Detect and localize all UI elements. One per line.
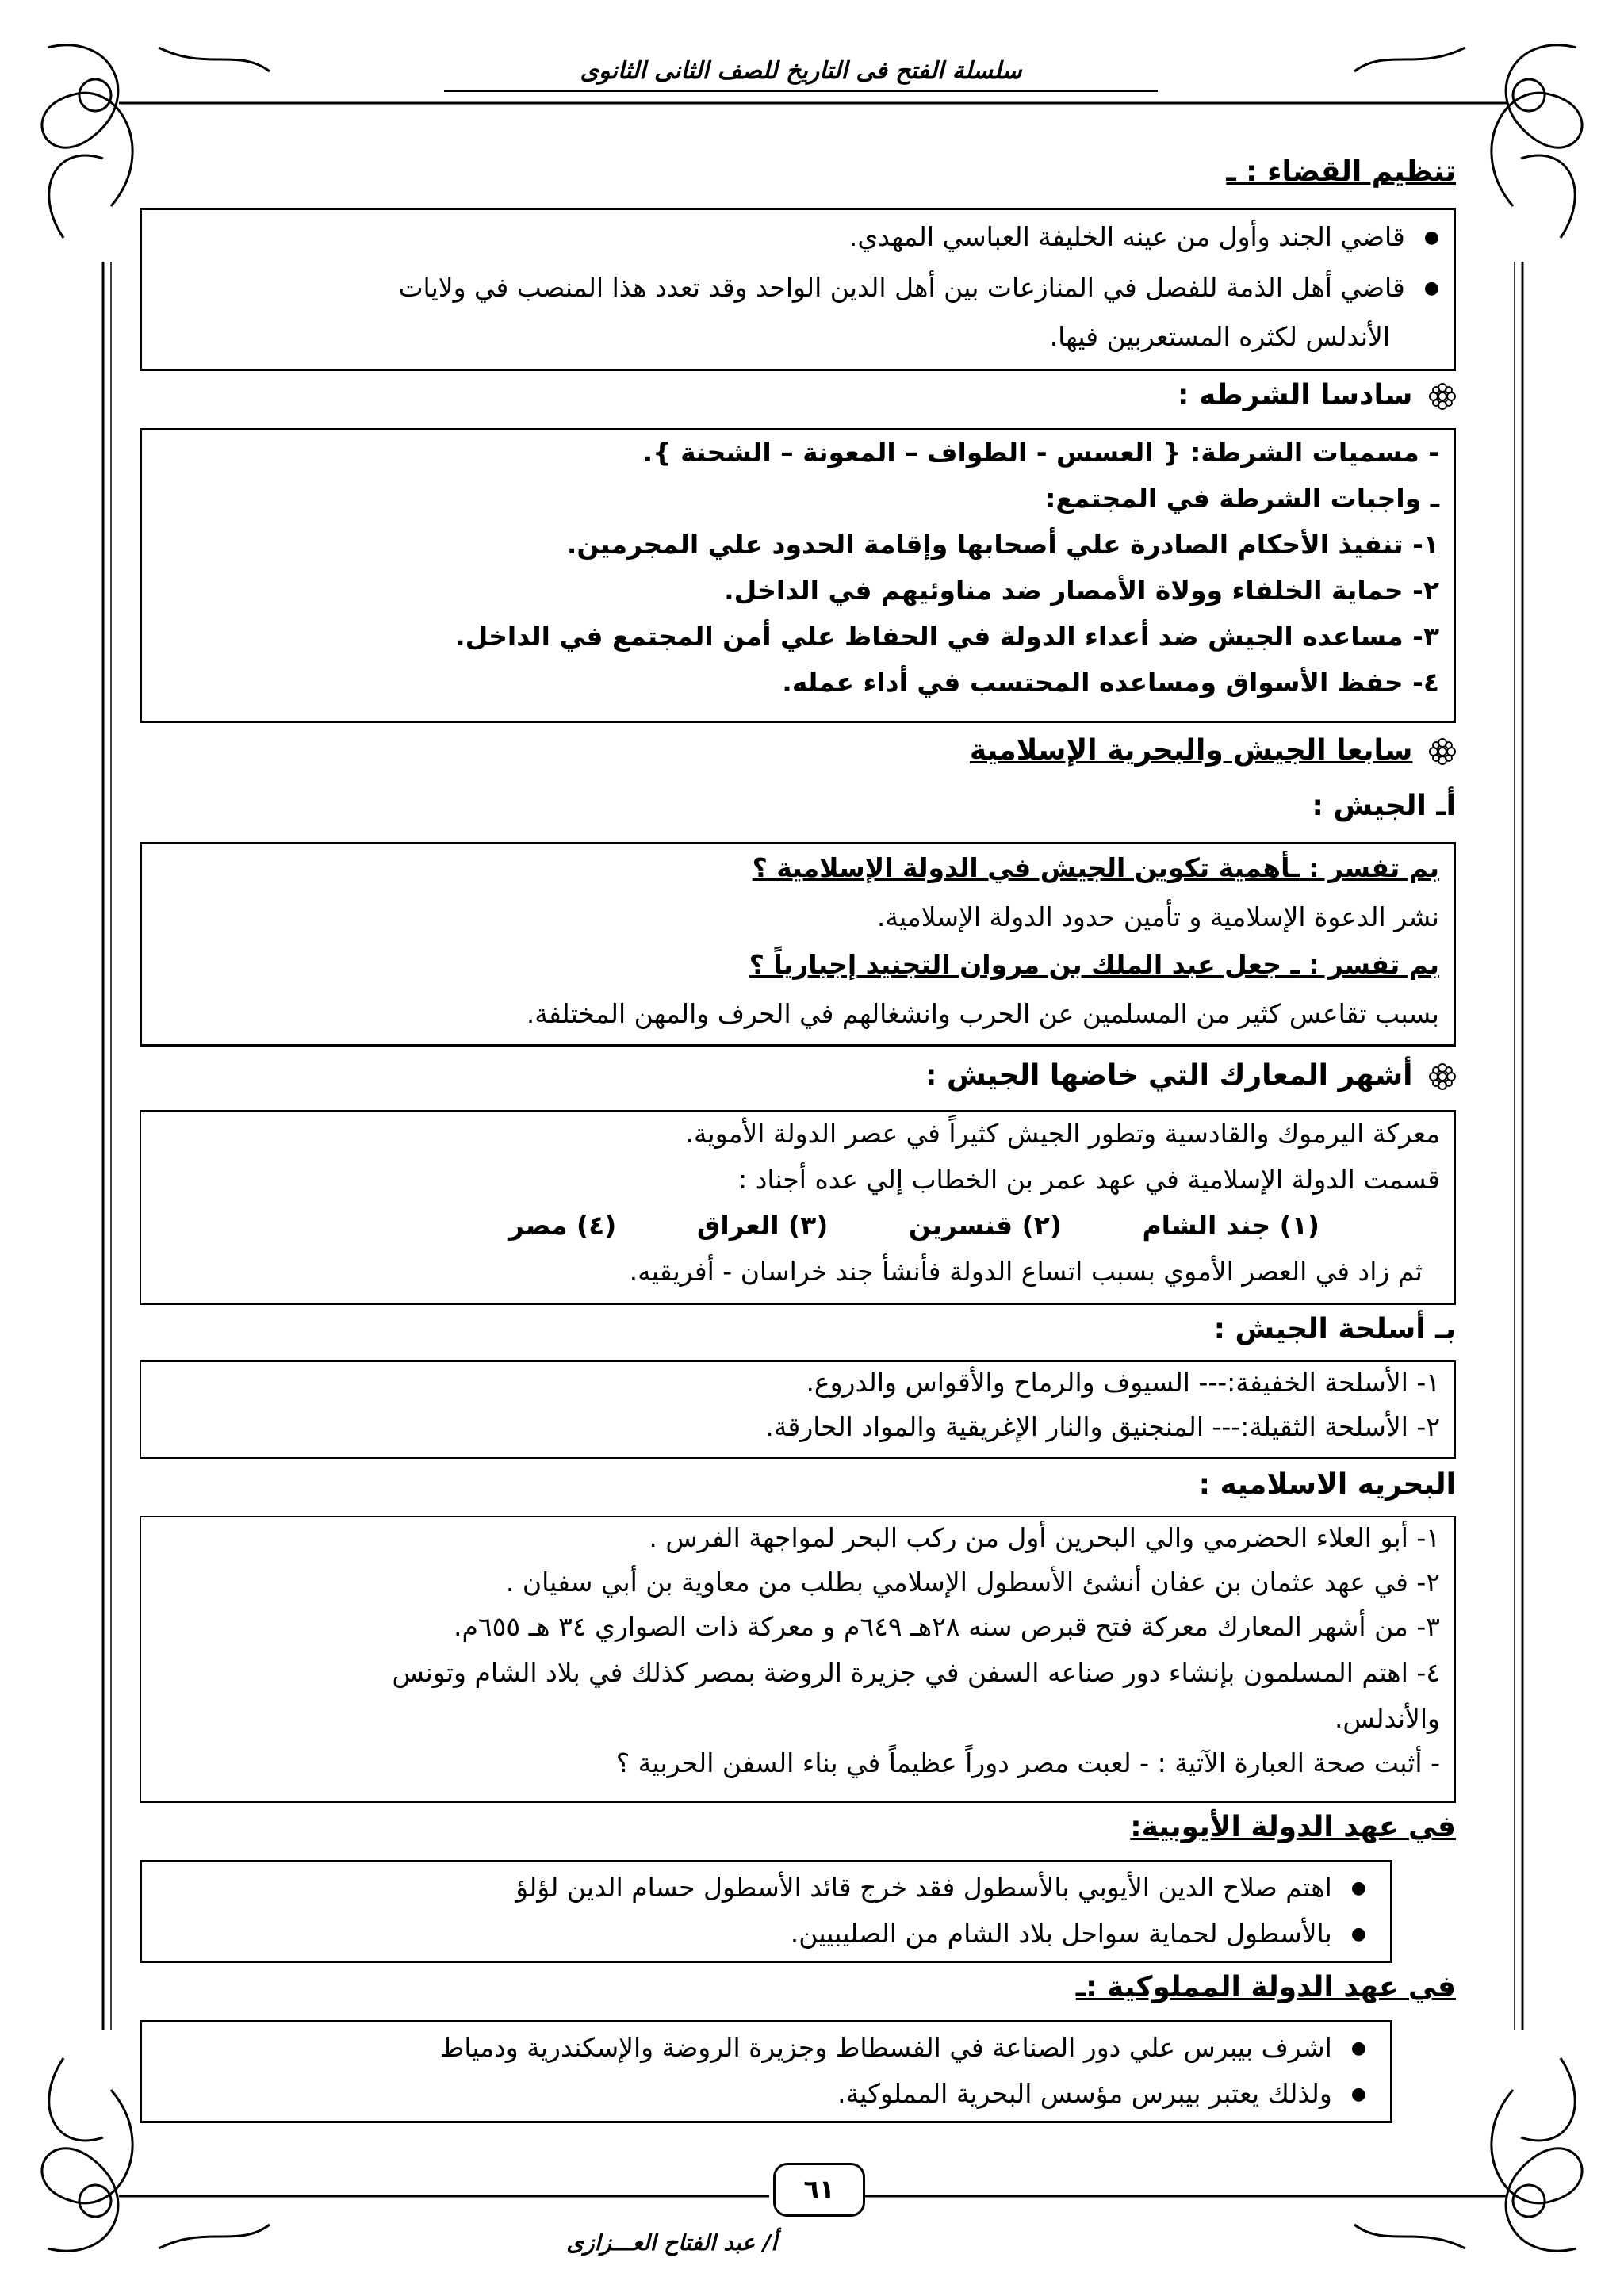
- navy-heading: البحريه الاسلاميه :: [1198, 1468, 1456, 1501]
- police-duty-4: ٤- حفظ الأسواق ومساعده المحتسب في أداء عمله.: [782, 667, 1439, 698]
- judiciary-heading: تنظيم القضاء : ـ: [1226, 155, 1456, 188]
- ayyubid-heading: في عهد الدولة الأيوبية:: [1130, 1811, 1456, 1843]
- weapons-box: [140, 1360, 1456, 1459]
- flower-ornament-icon: [1429, 1063, 1456, 1090]
- police-duty-1: ١- تنفيذ الأحكام الصادرة علي أصحابها وإقامة الحدود علي المجرمين.: [566, 529, 1439, 560]
- weapons-heading: بـ أسلحة الجيش :: [1213, 1313, 1456, 1345]
- navy-item-4-cont: والأندلس.: [1334, 1703, 1440, 1734]
- judiciary-item-2-cont: الأندلس لكثره المستعربين فيها.: [1049, 321, 1390, 352]
- battles-box: [140, 1110, 1456, 1305]
- page-number: ٦١: [773, 2163, 865, 2217]
- police-duties-title: ـ واجبات الشرطة في المجتمع:: [1045, 483, 1439, 514]
- navy-item-4: ٤- اهتم المسلمون بإنشاء دور صناعه السفن في جزيرة الروضة بمصر كذلك في بلاد الشام وتونس: [392, 1657, 1440, 1688]
- army-group-1: (١) جند الشام: [1142, 1210, 1320, 1241]
- ayyubid-item-2: ● بالأسطول لحماية سواحل بلاد الشام من الصليبيين.: [791, 1918, 1366, 1949]
- navy-item-3: ٣- من أشهر المعارك معركة فتح قبرص سنه ٢٨هـ ٦٤٩م و معركة ذات الصواري ٣٤ هـ ٦٥٥م.: [454, 1611, 1440, 1642]
- police-duty-3: ٣- مساعده الجيش ضد أعداء الدولة في الحفاظ علي أمن المجتمع في الداخل.: [455, 621, 1439, 652]
- judiciary-item-2: ● قاضي أهل الذمة للفصل في المنازعات بين أهل الدين الواحد وقد تعدد هذا المنصب في ولايات: [398, 272, 1439, 303]
- battles-line-1: معركة اليرموك والقادسية وتطور الجيش كثيراً في عصر الدولة الأموية.: [685, 1118, 1440, 1149]
- army-answer-1: نشر الدعوة الإسلامية و تأمين حدود الدولة الإسلامية.: [876, 901, 1439, 932]
- army-box: [140, 842, 1456, 1047]
- army-navy-heading-text: سابعا الجيش والبحرية الإسلامية: [969, 734, 1413, 767]
- army-subheading: أـ الجيش :: [1312, 790, 1456, 822]
- mamluk-heading: في عهد الدولة المملوكية :ـ: [1075, 1971, 1456, 2003]
- judiciary-item-1: ● قاضي الجند وأول من عينه الخليفة العباسي المهدي.: [849, 221, 1439, 252]
- army-groups: [438, 1210, 1320, 1241]
- police-heading: [1178, 379, 1456, 411]
- army-group-4: (٤) مصر: [509, 1210, 617, 1241]
- army-group-2: (٢) قنسرين: [908, 1210, 1062, 1241]
- series-title: سلسلة الفتح فى التاريخ للصف الثانى الثانوى: [444, 57, 1158, 92]
- flower-ornament-icon: [1429, 383, 1456, 410]
- police-duty-2: ٢- حماية الخلفاء وولاة الأمصار ضد مناوئيهم في الداخل.: [724, 575, 1439, 606]
- mamluk-item-2: ● ولذلك يعتبر بيبرس مؤسس البحرية المملوكية.: [837, 2078, 1366, 2109]
- mamluk-box: [140, 2020, 1392, 2123]
- army-navy-heading: [970, 734, 1456, 767]
- ayyubid-item-1: ● اهتم صلاح الدين الأيوبي بالأسطول فقد خرج قائد الأسطول حسام الدين لؤلؤ: [515, 1872, 1366, 1903]
- army-question-2: بم تفسر : ـ جعل عبد الملك بن مروان التجنيد إجبارياً ؟: [749, 949, 1439, 980]
- police-box: [140, 428, 1456, 723]
- navy-item-2: ٢- في عهد عثمان بن عفان أنشئ الأسطول الإسلامي بطلب من معاوية بن أبي سفيان .: [505, 1567, 1440, 1598]
- weapons-item-2: ٢- الأسلحة الثقيلة:--- المنجنيق والنار الإغريقية والمواد الحارقة.: [765, 1411, 1440, 1442]
- navy-box: [140, 1516, 1456, 1803]
- battles-line-3: ثم زاد في العصر الأموي بسبب اتساع الدولة فأنشأ جند خراسان - أفريقيه.: [629, 1256, 1423, 1287]
- police-heading-text: سادسا الشرطه :: [1178, 379, 1413, 411]
- navy-item-1: ١- أبو العلاء الحضرمي والي البحرين أول من ركب البحر لمواجهة الفرس .: [649, 1522, 1440, 1553]
- flower-ornament-icon: [1429, 738, 1456, 765]
- author-credit: أ/ عبد الفتاح العـــزازى: [566, 2229, 777, 2256]
- army-question-1: بم تفسر : ـأهمية تكوين الجيش في الدولة الإسلامية ؟: [752, 852, 1439, 883]
- mamluk-item-1: ● اشرف بيبرس علي دور الصناعة في الفسطاط وجزيرة الروضة والإسكندرية ودمياط: [440, 2032, 1366, 2063]
- battles-heading: [925, 1059, 1456, 1092]
- judiciary-box: [140, 208, 1456, 371]
- army-answer-2: بسبب تقاعس كثير من المسلمين عن الحرب وانشغالهم في الحرف والمهن المختلفة.: [526, 998, 1439, 1029]
- navy-prove-statement: - أثبت صحة العبارة الآتية : - لعبت مصر دوراً عظيماً في بناء السفن الحربية ؟: [615, 1747, 1440, 1778]
- battles-line-2: قسمت الدولة الإسلامية في عهد عمر بن الخطاب إلي عده أجناد :: [738, 1164, 1440, 1195]
- weapons-item-1: ١- الأسلحة الخفيفة:--- السيوف والرماح والأقواس والدروع.: [806, 1367, 1440, 1398]
- army-group-3: (٣) العراق: [696, 1210, 829, 1241]
- ayyubid-box: [140, 1860, 1392, 1963]
- battles-heading-text: أشهر المعارك التي خاضها الجيش :: [925, 1059, 1413, 1092]
- police-names: - مسميات الشرطة: { العسس - الطواف – المعونة – الشحنة }.: [642, 437, 1439, 468]
